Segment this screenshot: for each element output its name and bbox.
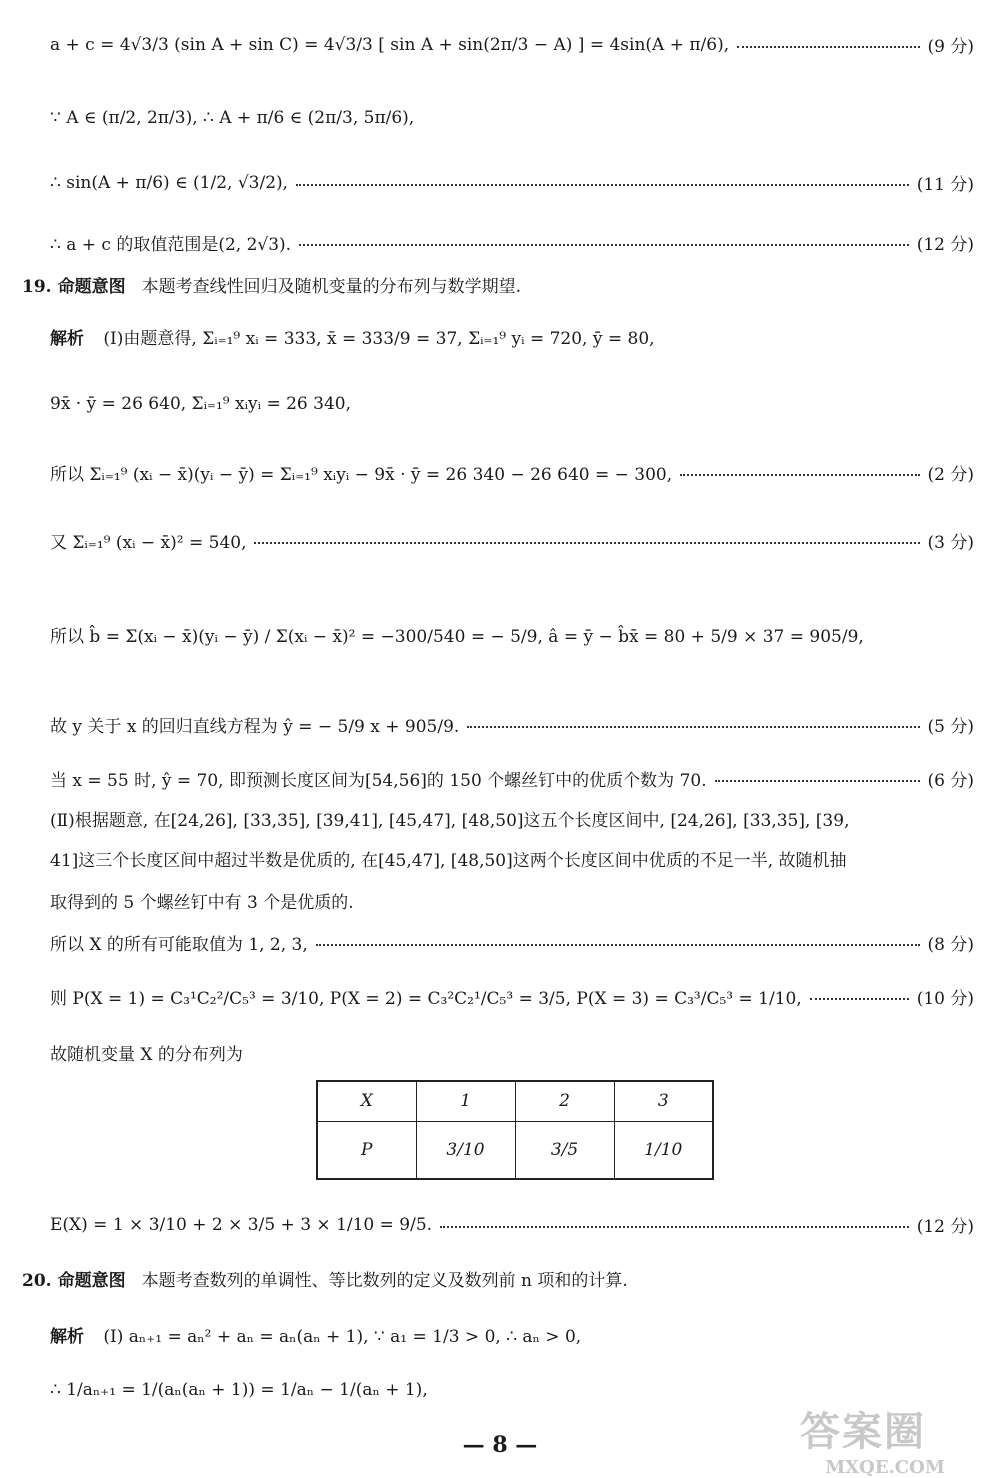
score-label: (8 分)	[927, 935, 974, 955]
solution-text: (Ⅱ)根据题意, 在[24,26], [33,35], [39,41], [45,47], [48,50]这五个长度区间中, [24,26], [33,35], [39,	[50, 811, 850, 831]
score-label: (10 分)	[916, 989, 974, 1009]
table-cell: 2	[515, 1081, 614, 1121]
watermark-logo	[800, 1400, 970, 1478]
intent-label: 命题意图	[57, 1271, 126, 1291]
solution-line	[50, 528, 974, 553]
dot-leader	[810, 998, 909, 1000]
solution-line	[50, 460, 974, 485]
solution-line	[50, 1040, 974, 1065]
intent-text: 本题考查数列的单调性、等比数列的定义及数列前 n 项和的计算.	[141, 1271, 628, 1291]
math-expression: (Ⅰ) aₙ₊₁ = aₙ² + aₙ = aₙ(aₙ + 1), ∵ a₁ = 1/3 > 0, ∴ aₙ > 0,	[103, 1327, 582, 1347]
score-label: (12 分)	[916, 1217, 974, 1237]
math-expression: ∵ A ∈ (π/2, 2π/3), ∴ A + π/6 ∈ (2π/3, 5π/6),	[50, 108, 415, 128]
dot-leader	[715, 780, 920, 782]
solution-line	[50, 32, 974, 57]
table-cell: 1/10	[614, 1121, 713, 1179]
solution-line	[50, 766, 974, 791]
intent-text: 本题考查线性回归及随机变量的分布列与数学期望.	[141, 277, 521, 297]
solution-text: 取得到的 5 个螺丝钉中有 3 个是优质的.	[50, 893, 354, 913]
dot-leader	[299, 244, 909, 246]
dot-leader	[440, 1226, 909, 1228]
solution-line	[50, 170, 974, 195]
score-label: (2 分)	[927, 465, 974, 485]
dot-leader	[467, 726, 919, 728]
question-number: 20.	[22, 1271, 52, 1291]
score-label: (5 分)	[927, 717, 974, 737]
math-expression: ∴ sin(A + π/6) ∈ (1/2, √3/2),	[50, 172, 289, 193]
math-expression: 则 P(X = 1) = C₃¹C₂²/C₅³ = 3/10, P(X = 2) = C₃²C₂¹/C₅³ = 3/5, P(X = 3) = C₃³/C₅³ = 1/10,	[50, 989, 802, 1009]
math-expression: 所以 Σᵢ₌₁⁹ (xᵢ − x̄)(yᵢ − ȳ) = Σᵢ₌₁⁹ xᵢyᵢ − 9x̄ · ȳ = 26 340 − 26 640 = − 300,	[50, 465, 673, 485]
score-label: (3 分)	[927, 533, 974, 553]
table-cell: X	[317, 1081, 416, 1121]
math-expression: 又 Σᵢ₌₁⁹ (xᵢ − x̄)² = 540,	[50, 533, 247, 553]
solution-line	[50, 712, 974, 737]
score-label: (6 分)	[927, 771, 974, 791]
math-expression: 所以 b̂ = Σ(xᵢ − x̄)(yᵢ − ȳ) / Σ(xᵢ − x̄)² = −300/540 = − 5/9, â = ȳ − b̂x̄ = 80 + 5/9 × 37 = 905/9,	[50, 627, 864, 647]
solution-line	[50, 324, 974, 349]
math-expression: 9x̄ · ȳ = 26 640, Σᵢ₌₁⁹ xᵢyᵢ = 26 340,	[50, 394, 351, 414]
question-19-header	[22, 272, 521, 297]
question-20-header	[22, 1266, 628, 1291]
dot-leader	[680, 474, 919, 476]
solution-line	[50, 888, 974, 913]
solution-line	[50, 1212, 974, 1237]
analysis-label: 解析	[50, 329, 84, 349]
solution-line	[50, 1322, 974, 1347]
table-row	[317, 1081, 713, 1121]
watermark-logo-text: 答案圈	[800, 1408, 926, 1455]
solution-line	[50, 846, 974, 871]
score-label: (11 分)	[916, 175, 974, 195]
table-cell: 3/5	[515, 1121, 614, 1179]
dot-leader	[254, 542, 919, 544]
solution-line	[50, 806, 974, 831]
solution-line	[50, 622, 974, 647]
solution-line	[50, 930, 974, 955]
math-expression: E(X) = 1 × 3/10 + 2 × 3/5 + 3 × 1/10 = 9/5.	[50, 1214, 433, 1235]
solution-line	[50, 984, 974, 1009]
intent-label: 命题意图	[57, 277, 126, 297]
math-expression: ∴ 1/aₙ₊₁ = 1/(aₙ(aₙ + 1)) = 1/aₙ − 1/(aₙ + 1),	[50, 1380, 428, 1400]
solution-text: 故随机变量 X 的分布列为	[50, 1045, 243, 1065]
dot-leader	[296, 184, 909, 186]
solution-line	[50, 108, 974, 128]
page-number: — 8 —	[462, 1432, 538, 1458]
table-cell: 3/10	[416, 1121, 515, 1179]
solution-line	[50, 230, 974, 255]
solution-text: 41]这三个长度区间中超过半数是优质的, 在[45,47], [48,50]这两个长度区间中优质的不足一半, 故随机抽	[50, 851, 847, 871]
math-expression: 当 x = 55 时, ŷ = 70, 即预测长度区间为[54,56]的 150 个螺丝钉中的优质个数为 70.	[50, 771, 707, 791]
watermark-site-text: MXQE.COM	[825, 1457, 945, 1478]
score-label: (9 分)	[927, 37, 974, 57]
math-expression: 故 y 关于 x 的回归直线方程为 ŷ = − 5/9 x + 905/9.	[50, 717, 460, 737]
score-label: (12 分)	[916, 235, 974, 255]
dot-leader	[316, 944, 920, 946]
solution-line	[50, 394, 974, 414]
table-row	[317, 1121, 713, 1179]
distribution-table	[316, 1080, 714, 1180]
math-expression: (Ⅰ)由题意得, Σᵢ₌₁⁹ xᵢ = 333, x̄ = 333/9 = 37, Σᵢ₌₁⁹ yᵢ = 720, ȳ = 80,	[103, 329, 655, 349]
dot-leader	[737, 46, 919, 48]
table-cell: 3	[614, 1081, 713, 1121]
table-cell: P	[317, 1121, 416, 1179]
solution-text: 所以 X 的所有可能取值为 1, 2, 3,	[50, 935, 308, 955]
question-number: 19.	[22, 277, 52, 297]
table-cell: 1	[416, 1081, 515, 1121]
math-expression: a + c = 4√3/3 (sin A + sin C) = 4√3/3 [ sin A + sin(2π/3 − A) ] = 4sin(A + π/6),	[50, 34, 730, 55]
solution-line	[50, 1380, 974, 1400]
math-expression: ∴ a + c 的取值范围是(2, 2√3).	[50, 235, 292, 255]
analysis-label: 解析	[50, 1327, 84, 1347]
